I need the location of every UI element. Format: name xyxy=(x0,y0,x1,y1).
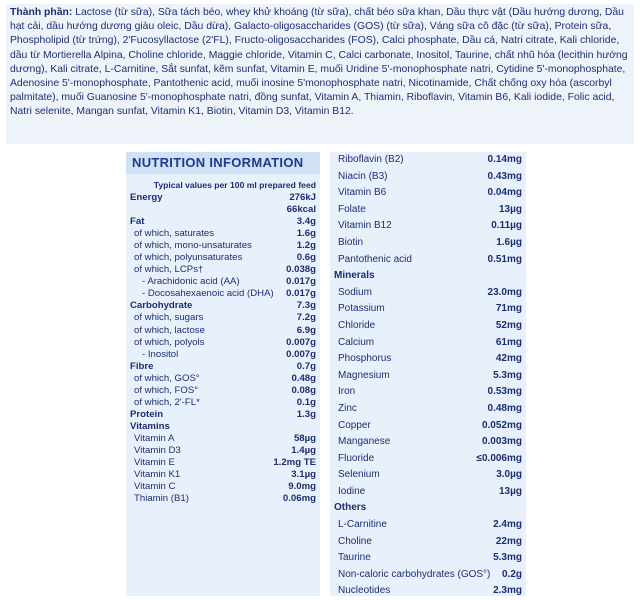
nutrition-rows-left xyxy=(126,192,320,505)
nutrient-label: Vitamin B12 xyxy=(338,220,392,232)
nutrition-row xyxy=(330,285,526,302)
nutrient-value: 0.51mg xyxy=(487,253,522,265)
nutrient-label: Carbohydrate xyxy=(130,300,193,312)
nutrient-value: 1.2mg TE xyxy=(273,457,316,469)
nutrition-row xyxy=(126,385,320,397)
nutrition-row xyxy=(330,467,526,484)
nutrient-value: 0.7g xyxy=(296,360,316,372)
nutrition-row xyxy=(330,384,526,401)
nutrient-label: Non-caloric carbohydrates (GOS°) xyxy=(338,568,491,580)
nutrient-value: 9.0mg xyxy=(288,481,316,493)
nutrient-value: 61mg xyxy=(495,336,522,348)
nutrient-value: ≤0.006mg xyxy=(476,452,522,464)
nutrition-row xyxy=(126,373,320,385)
nutrient-label: of which, lactose xyxy=(134,324,205,336)
nutrient-value: 0.2g xyxy=(501,568,522,580)
nutrient-label: Fibre xyxy=(130,360,154,372)
nutrient-value: 1.6µg xyxy=(496,236,522,248)
nutrition-row xyxy=(330,152,526,169)
nutrient-value: 13µg xyxy=(499,485,522,497)
nutrient-value: 22mg xyxy=(495,535,522,547)
nutrient-value: 0.53mg xyxy=(487,386,522,398)
ingredients-text: Lactose (từ sữa), Sữa tách béo, whey khử khoáng (từ sữa), chất béo sữa khan, Dầu thực vật (Dầu hướng dương, Dầu hạt cải, dầu hướng dương giàu oleic, Dầu dừa), Galacto-oligosaccharides (GOS) (từ sữa), Váng sữa cô đặc (từ sữa), Protein sữa, Phospholipid (từ trứng), 2'Fucosyllactose (2'FL), Fructo-oligosaccharides (FOS), Calci phosphate, Dầu cá, Natri citrate, Kali chloride, dầu từ Mortierella Alpina, Choline chloride, Maggie chloride, Vitamin C, Calci carbonate, Inositol, Taurine, chất nhũ hóa (lecithin hướng dương), Kali citrate, L-Carnitine, Sắt sunfat, kẽm sunfat, Vitamin E, muối Uridine 5'-monophosphate natri, Cytidine 5'-monophosphate, Adenosine 5'-monophosphate, Pantothenic acid, muối inosine 5'monophosphate natri, Nicotinamide, Chất chống oxy hóa (ascorbyl palmitate), muối Guanosine 5'-monophosphate natri, đồng sunfat, Vitamin A, Thiamin, Riboflavin, Vitamin B6, Kali iodide, Folic acid, Natri selenite, Mangan sunfat, Vitamin K1, Biotin, Vitamin D3, Vitamin B12. xyxy=(10,7,628,118)
nutrition-row xyxy=(126,192,320,204)
nutrient-value: 0.48g xyxy=(291,372,316,384)
nutrient-label: Thiamin (B1) xyxy=(134,493,189,505)
nutrient-value: 66kcal xyxy=(286,204,316,216)
nutrition-row xyxy=(330,351,526,368)
nutrient-value: 0.1g xyxy=(296,396,316,408)
nutrient-label: Copper xyxy=(338,419,371,431)
nutrition-row xyxy=(126,252,320,264)
nutrient-value: 1.6g xyxy=(296,228,316,240)
nutrition-row xyxy=(126,349,320,361)
nutrient-value: 1.2g xyxy=(296,240,316,252)
nutrition-row xyxy=(330,368,526,385)
nutrient-label: Riboflavin (B2) xyxy=(338,154,404,165)
nutrient-value: 0.007g xyxy=(286,348,316,360)
nutrient-label: Chloride xyxy=(338,319,376,331)
nutrient-value: 71mg xyxy=(495,303,522,315)
nutrition-row xyxy=(126,216,320,228)
nutrition-row xyxy=(330,335,526,352)
nutrient-label: Zinc xyxy=(338,402,357,414)
nutrient-label: Potassium xyxy=(338,303,385,315)
nutrient-label: Niacin (B3) xyxy=(338,170,388,182)
nutrient-label: Protein xyxy=(130,408,164,420)
nutrition-row xyxy=(126,433,320,445)
nutrition-row xyxy=(126,204,320,216)
nutrient-value: 0.007g xyxy=(286,336,316,348)
nutrient-value: 52mg xyxy=(495,319,522,331)
nutrient-label: Folate xyxy=(338,203,366,215)
nutrient-label: Phosphorus xyxy=(338,353,392,365)
nutrient-label: Vitamin D3 xyxy=(134,444,181,456)
nutrition-row xyxy=(330,484,526,501)
nutrient-label: Fat xyxy=(130,216,145,228)
nutrition-row xyxy=(330,500,526,517)
nutrition-subtitle: Typical values per 100 ml prepared feed xyxy=(153,180,316,190)
nutrient-value: 42mg xyxy=(495,353,522,365)
nutrition-row xyxy=(126,493,320,505)
nutrient-label: of which, polyols xyxy=(134,336,205,348)
ingredients-block xyxy=(6,4,634,144)
nutrient-label: Sodium xyxy=(338,286,372,298)
nutrition-row xyxy=(330,401,526,418)
nutrient-label: Iodine xyxy=(338,485,366,497)
nutrition-row xyxy=(126,469,320,481)
nutrition-row xyxy=(330,169,526,186)
nutrient-label: Others xyxy=(334,502,367,514)
nutrition-title: NUTRITION INFORMATION xyxy=(126,152,320,174)
nutrition-row xyxy=(126,312,320,324)
nutrition-row xyxy=(330,583,526,596)
nutrient-value: 0.052mg xyxy=(481,419,522,431)
nutrient-value: 23.0mg xyxy=(487,286,522,298)
nutrition-row xyxy=(330,235,526,252)
nutrition-row xyxy=(126,300,320,312)
nutrient-label: Vitamin A xyxy=(134,432,175,444)
nutrient-value: 0.48mg xyxy=(487,402,522,414)
nutrition-row xyxy=(330,268,526,285)
nutrition-row xyxy=(126,276,320,288)
nutrient-value: 5.3mg xyxy=(493,369,522,381)
nutrient-value: 0.14mg xyxy=(487,154,522,165)
nutrition-panel-right xyxy=(330,152,526,596)
nutrient-value: 0.11µg xyxy=(491,220,522,232)
nutrient-value: 1.3g xyxy=(296,408,316,420)
nutrient-label: Selenium xyxy=(338,469,380,481)
nutrition-row xyxy=(330,318,526,335)
nutrition-row xyxy=(126,264,320,276)
nutrient-value: 0.43mg xyxy=(487,170,522,182)
nutrient-label: Energy xyxy=(130,192,163,203)
nutrient-value: 0.6g xyxy=(296,252,316,264)
nutrient-value: 2.4mg xyxy=(493,519,522,531)
nutrition-rows-right xyxy=(330,152,526,596)
nutrient-label: of which, GOS° xyxy=(134,372,200,384)
nutrition-panel-left xyxy=(126,152,320,596)
nutrient-value: 0.06mg xyxy=(282,493,316,505)
nutrition-row xyxy=(126,325,320,337)
nutrition-row xyxy=(126,481,320,493)
nutrient-label: Calcium xyxy=(338,336,375,348)
nutrient-value: 5.3mg xyxy=(493,552,522,564)
nutrient-value: 0.017g xyxy=(286,288,316,300)
nutrition-row xyxy=(126,421,320,433)
nutrient-label: - Inositol xyxy=(142,348,179,360)
nutrition-row xyxy=(330,451,526,468)
nutrient-label: L-Carnitine xyxy=(338,519,387,531)
nutrient-value: 7.3g xyxy=(296,300,316,312)
nutrient-label: Fluoride xyxy=(338,452,375,464)
nutrient-value: 2.3mg xyxy=(493,585,522,596)
nutrient-value: 276kJ xyxy=(289,192,316,203)
nutrient-value: 0.003mg xyxy=(481,436,522,448)
nutrient-label: - Arachidonic acid (AA) xyxy=(142,276,240,288)
nutrient-label: of which, mono-unsaturates xyxy=(134,240,252,252)
nutrient-label: of which, LCPs† xyxy=(134,264,204,276)
nutrition-row xyxy=(330,434,526,451)
nutrition-row xyxy=(126,240,320,252)
nutrition-row xyxy=(126,288,320,300)
nutrition-row xyxy=(126,361,320,373)
nutrition-row xyxy=(126,228,320,240)
nutrient-label: Minerals xyxy=(334,270,375,282)
nutrient-label: Pantothenic acid xyxy=(338,253,412,265)
nutrient-label: Vitamin C xyxy=(134,481,176,493)
nutrient-label: Vitamin K1 xyxy=(134,469,181,481)
nutrient-label: Choline xyxy=(338,535,372,547)
nutrient-value: 13µg xyxy=(499,203,522,215)
nutrient-label: - Docosahexaenoic acid (DHA) xyxy=(142,288,274,300)
nutrition-row xyxy=(126,409,320,421)
nutrient-label: of which, polyunsaturates xyxy=(134,252,243,264)
nutrition-row xyxy=(330,567,526,584)
nutrition-row xyxy=(330,185,526,202)
nutrient-label: Biotin xyxy=(338,236,364,248)
nutrient-label: of which, 2'-FL* xyxy=(134,396,200,408)
nutrient-value: 3.4g xyxy=(296,216,316,228)
nutrition-row xyxy=(126,397,320,409)
nutrient-value: 3.1µg xyxy=(291,469,316,481)
nutrition-row xyxy=(330,301,526,318)
nutrient-value: 0.017g xyxy=(286,276,316,288)
nutrition-row xyxy=(330,202,526,219)
nutrient-value: 0.04mg xyxy=(487,187,522,199)
nutrition-row xyxy=(330,534,526,551)
nutrient-label: Vitamin B6 xyxy=(338,187,387,199)
nutrition-row xyxy=(126,457,320,469)
nutrition-row xyxy=(330,517,526,534)
nutrition-row xyxy=(330,218,526,235)
nutrient-value: 3.0µg xyxy=(496,469,522,481)
nutrient-value: 58µg xyxy=(293,432,316,444)
nutrient-label: Iron xyxy=(338,386,356,398)
nutrient-label: Nucleotides xyxy=(338,585,391,596)
nutrient-label: of which, saturates xyxy=(134,228,214,240)
nutrient-label: Vitamins xyxy=(130,420,170,432)
nutrient-label: of which, sugars xyxy=(134,312,204,324)
ingredients-label: Thành phần: xyxy=(10,7,73,18)
nutrient-label: Vitamin E xyxy=(134,457,175,469)
nutrition-row xyxy=(330,550,526,567)
nutrient-label: Magnesium xyxy=(338,369,390,381)
nutrient-label: of which, FOS° xyxy=(134,384,199,396)
nutrient-value: 0.038g xyxy=(286,264,316,276)
nutrition-row xyxy=(126,445,320,457)
nutrient-value: 7.2g xyxy=(296,312,316,324)
nutrient-label: Manganese xyxy=(338,436,391,448)
nutrient-value: 1.4µg xyxy=(291,444,316,456)
nutrition-row xyxy=(126,337,320,349)
nutrient-label: Taurine xyxy=(338,552,371,564)
nutrition-row xyxy=(330,252,526,269)
nutrient-value: 0.08g xyxy=(291,384,316,396)
nutrient-value: 6.9g xyxy=(296,324,316,336)
nutrition-row xyxy=(330,418,526,435)
